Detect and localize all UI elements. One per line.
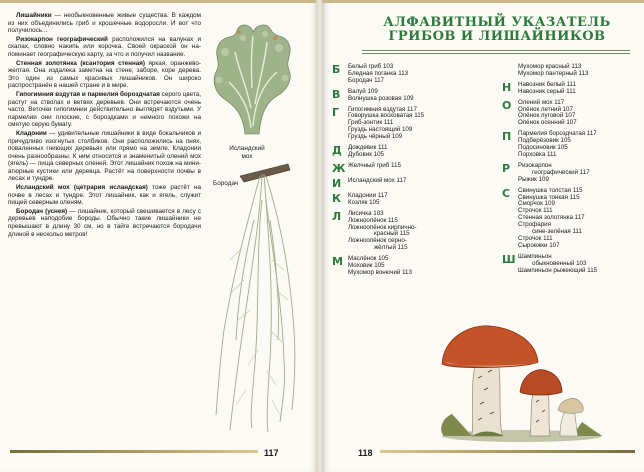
index-entries [518, 254, 632, 275]
index-entry: Кладонии 117 [348, 191, 388, 199]
index-entries [348, 107, 482, 142]
index-entry: Свинушка толстая 115 [518, 186, 583, 194]
index-letter: П [502, 130, 512, 144]
left-body-text [8, 12, 201, 239]
index-group [332, 145, 482, 159]
index-letter: С [502, 186, 511, 200]
index-entry: Белый гриб 103 [348, 63, 394, 70]
paragraph-rhizocarpon: Ризокарпон географический расположился на валунах и скалах, словно накипь или корочка. Своей окраской он напоминает географическую карту, за что и получил название. [8, 35, 201, 58]
index-entry: Шампиньон [518, 252, 552, 260]
paragraph-lichens: Лишайники — необыкновенные живые существа. В каждом из них объединились гриб и крошечные водоросли. И вот что получилось... [8, 12, 201, 35]
index-entry: Моховик 105 [348, 262, 385, 270]
paragraph-xanthoria: Стенная золотянка (ксантория стенная) яркая, оранжево-желтая. Она издалека заметна на стене, заборе, коре дерева. Это один из самых красивых лишайников. Он широко распространён в нашей стране и в мире. [8, 59, 202, 90]
index-entry: Олений мох 117 [518, 98, 565, 106]
index-entry: Бледная поганка 113 [348, 69, 409, 77]
index-letter: И [332, 176, 342, 190]
index-group [502, 188, 632, 250]
index-entry: Маслёнок 105 [348, 255, 389, 263]
index-entry: Навозник серый 111 [518, 87, 576, 95]
page-number-left: 117 [264, 448, 279, 458]
index-letter: Ш [502, 252, 516, 266]
index-entry: Стенная золотянка 117 [518, 214, 585, 222]
index-letter: Б [332, 63, 341, 76]
page-number-bar [380, 450, 635, 453]
index-group [332, 89, 482, 103]
index-title-line1: АЛФАВИТНЫЙ УКАЗАТЕЛЬ [383, 15, 611, 30]
index-entry: Мухомор красный 113 [518, 63, 582, 70]
index-group [332, 193, 482, 207]
index-entries [518, 100, 632, 128]
index-entry: Волнушка розовая 109 [348, 94, 414, 102]
index-column-2 [502, 64, 632, 278]
top-decor-bar [0, 0, 318, 3]
index-entry: Гриб-зонтик 111 [348, 119, 394, 127]
index-entries [348, 89, 482, 103]
index-letter: Г [332, 105, 340, 119]
index-entry: Груздь чёрный 109 [348, 133, 403, 141]
paragraph-cladonia: Кладонии — удивительные лишайники в виде бокальчиков и причудливо изогнутых столбиков. Они расположились на пнях, поваленных гниющих деревьях или прямо на земле. Кладонии очень разнообразны. К ним относится и знаменитый олений мох (ягель) — пища северных оленей. Этот лишайник похож на миниатюрные кустики или деревца. Растёт на поверхности почвы в лесах и тундре. [8, 129, 201, 183]
index-entries [348, 211, 482, 252]
index-letter: Л [332, 209, 342, 223]
index-entry: Сыроежки 107 [518, 241, 560, 249]
index-entry: Исландский мох 117 [348, 176, 407, 184]
index-group [502, 64, 632, 78]
index-letter: В [332, 87, 341, 101]
index-entry: Мухомор пантерный 113 [518, 69, 589, 77]
index-entries [348, 178, 482, 189]
index-entry: Дубовик 105 [348, 150, 384, 158]
index-entry: Навозник белый 111 [518, 80, 576, 88]
index-entry: Порховка 111 [518, 150, 557, 158]
index-letter: К [332, 191, 341, 205]
paragraph-cetraria: Исландский мох (цетрария исландская) тоже растёт на почве в лесах и тундре. Этот лишайник, как и ягель, служит пищей северным оленям. [8, 184, 201, 207]
index-entry: Гипогимния вздутая 117 [348, 105, 417, 113]
index-entries [348, 64, 482, 85]
index-entry: Строчок 111 [518, 207, 553, 215]
index-entry: Лисичка 103 [348, 209, 384, 217]
index-entry: Дождевик 111 [348, 144, 388, 152]
index-entry: Ризокарпон [518, 161, 552, 169]
page-number-bar [10, 450, 258, 453]
index-entry: обыкновенный 103 [532, 259, 587, 267]
title-rule [362, 53, 630, 54]
index-entry: Опёнок осенний 107 [518, 119, 577, 127]
index-entry: Сморчок 109 [518, 200, 555, 208]
caption-iceland-moss: Исландский мох [229, 145, 265, 160]
index-entry: красный 115 [374, 230, 410, 238]
index-group [502, 100, 632, 128]
index-group [332, 64, 482, 85]
mushrooms-illustration [432, 318, 612, 444]
index-entry: географический 117 [532, 168, 590, 176]
index-group [502, 163, 632, 184]
index-entries [518, 163, 632, 184]
index-entry: сине-зелёная 111 [532, 228, 582, 236]
index-entry: Ложноопёнок серно- [348, 237, 407, 245]
index-letter [502, 64, 518, 78]
index-group [332, 163, 482, 174]
index-group [332, 211, 482, 252]
index-entries [518, 131, 632, 159]
top-decor-bar [322, 0, 644, 3]
index-letter: Р [502, 161, 511, 175]
index-entry: Желчный гриб 115 [348, 161, 401, 169]
index-letter: М [332, 255, 343, 269]
index-entries [348, 163, 482, 174]
paragraph-hypogymnia: Гипогимния вздутая и пармелия бороздчатая серого цвета, растут на стволах и ветвях деревьев. Они встречаются очень часто. Веточки гипогимнии действительно выглядят вздутыми. У пармелии они плоские, с бороздками и немного похожи на смятую серую бумагу. [8, 90, 201, 129]
index-entries [518, 188, 632, 250]
index-group [502, 82, 632, 96]
index-entry: Строчок 111 [518, 234, 553, 242]
index-entry: Груздь настоящий 109 [348, 126, 413, 134]
index-group [502, 131, 632, 159]
index-entry: жёлтый 115 [374, 244, 408, 252]
title-rule [362, 50, 630, 51]
index-entry: Ложноопёнок кирпично- [348, 223, 417, 231]
index-letter: Ж [332, 161, 346, 175]
index-entry: Шампиньон рыжеющий 115 [518, 266, 598, 274]
index-entry: Опёнок луговой 107 [518, 112, 576, 120]
index-letter: О [502, 98, 512, 112]
index-title [362, 16, 632, 44]
index-entries [518, 82, 632, 96]
index-entries [348, 145, 482, 159]
index-group [332, 178, 482, 189]
paragraph-usnea: Бородач (уснея) — лишайник, который свешивается в лесу с деревьев наподобие бороды. Обычно такие лишайники не превышают в длину 30 см, но в тайге встречаются бородачи длиной в нескольо метров! [8, 207, 201, 238]
index-group [332, 107, 482, 142]
beard-lichen-illustration [210, 160, 302, 435]
index-group [502, 254, 632, 275]
index-entry: Подосиновик 105 [518, 144, 568, 152]
index-entry: Подберёзовик 105 [518, 137, 571, 145]
index-letter: Н [502, 80, 512, 94]
index-entry: Свинушка тонкая 115 [518, 193, 580, 201]
index-entry: Козляк 105 [348, 198, 380, 206]
index-entry: Бородач 117 [348, 76, 384, 84]
index-group [332, 256, 482, 277]
page-number-right: 118 [358, 448, 373, 458]
index-column-1 [332, 64, 482, 281]
index-entry: Говорушка восковатая 115 [348, 112, 425, 120]
index-letter: Д [332, 144, 342, 158]
index-entry: Валуй 109 [348, 87, 378, 95]
caption-beard-lichen: Бородач [213, 180, 239, 187]
left-page [0, 0, 318, 472]
right-page [322, 0, 644, 472]
index-entries [348, 193, 482, 207]
index-entry: Строфария [518, 221, 551, 229]
index-entries [518, 64, 632, 78]
index-title-line2: ГРИБОВ И ЛИШАЙНИКОВ [388, 29, 606, 44]
index-entry: Мухомор вонючий 113 [348, 268, 412, 276]
iceland-moss-illustration [205, 18, 297, 136]
index-entry: Рыжик 109 [518, 175, 549, 183]
index-entry: Опёнок летний 107 [518, 105, 573, 113]
index-entries [348, 256, 482, 277]
index-entry: Пармелия бороздчатая 117 [518, 130, 597, 138]
index-entry: Ложноопёнок 115 [348, 216, 398, 224]
